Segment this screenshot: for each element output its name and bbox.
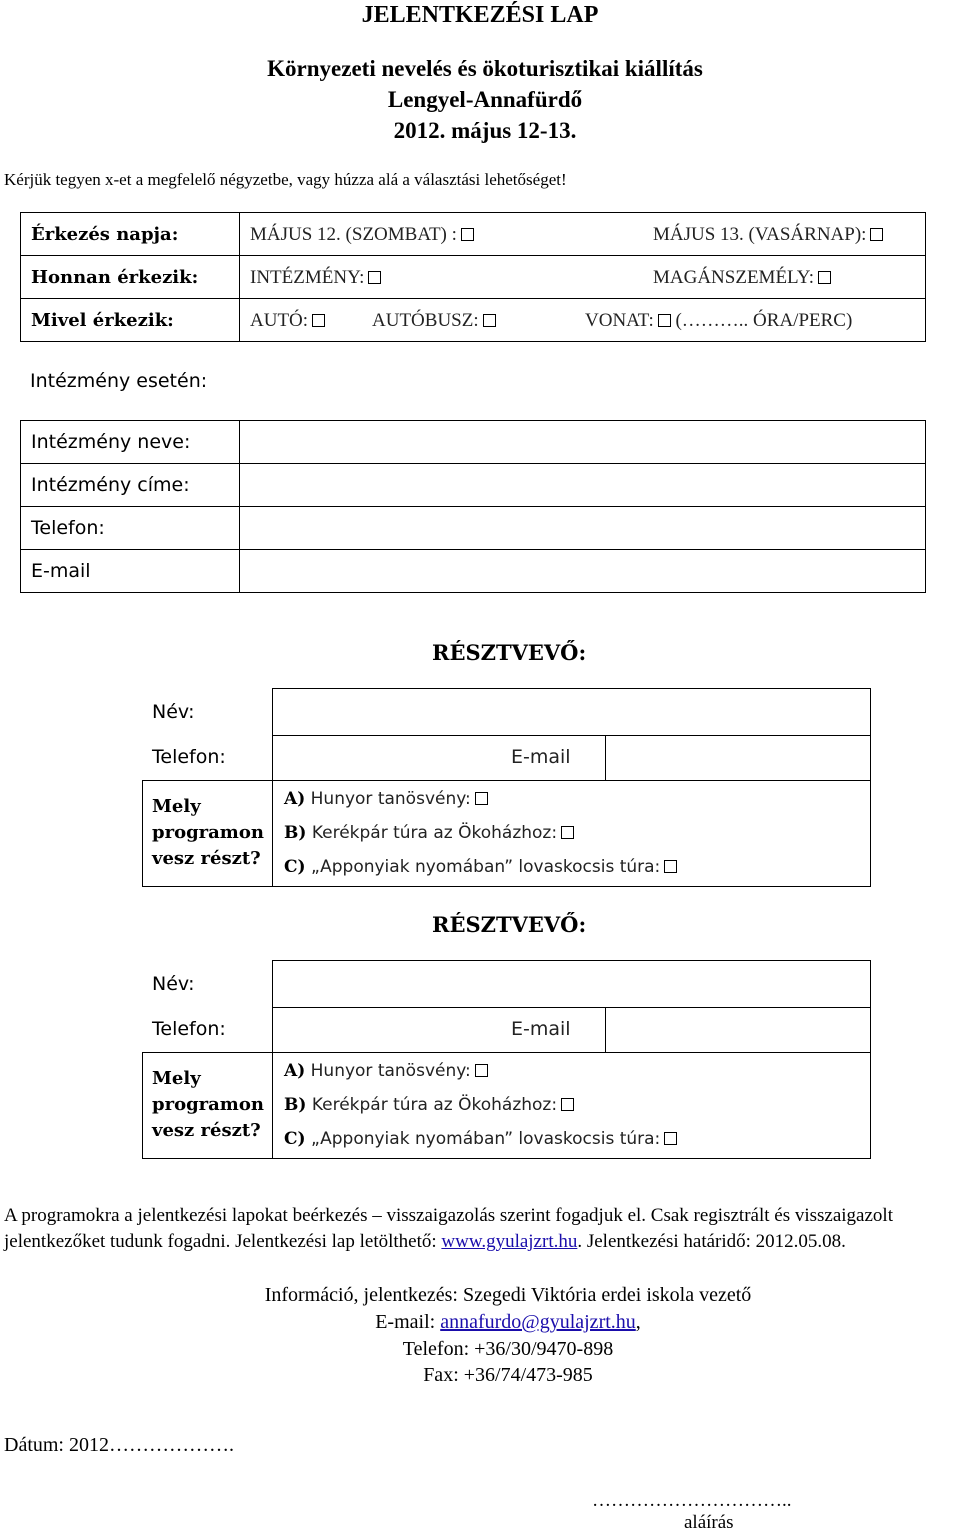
program-a-option[interactable]: A) Hunyor tanösvény: — [284, 1054, 677, 1088]
program-a-option[interactable]: A) Hunyor tanösvény: — [284, 782, 677, 816]
program-c-option[interactable]: C) „Apponyiak nyomában” lovaskocsis túra: — [284, 1122, 677, 1156]
participant-2-email-field[interactable] — [607, 1008, 869, 1052]
participant-1-name-field[interactable] — [272, 688, 871, 736]
how-option-train[interactable]: VONAT: (……….. ÓRA/PERC) — [585, 310, 853, 331]
arrival-how-label: Mivel érkezik: — [21, 299, 240, 342]
institution-address-field[interactable] — [240, 464, 926, 507]
footer-paragraph: A programokra a jelentkezési lapokat beérkezés – visszaigazolás szerint fogadjuk el. Csak regisztrált és visszaigazolt jelentkezőket tudunk fogadni. Jelentkezési lap letölthető: www.gyulajzrt.hu. Jelentkezési határidő: 2012.05.08. — [4, 1205, 893, 1252]
institution-address-label: Intézmény címe: — [21, 464, 240, 507]
institution-name-label: Intézmény neve: — [21, 421, 240, 464]
event-location: Lengyel-Annafürdő — [387, 87, 583, 112]
program-b-option[interactable]: B) Kerékpár túra az Ökoházhoz: — [284, 816, 677, 850]
arrival-table — [20, 212, 926, 342]
arrival-from-options — [240, 256, 926, 299]
event-date: 2012. május 12-13. — [393, 118, 577, 143]
participant-2-name-field[interactable] — [272, 960, 871, 1008]
participant-2-program-options — [272, 1054, 677, 1156]
website-link[interactable]: www.gyulajzrt.hu — [441, 1231, 578, 1252]
institution-email-label: E-mail — [21, 550, 240, 593]
checkbox-program-b[interactable] — [561, 826, 574, 839]
checkbox-program-a[interactable] — [475, 792, 488, 805]
contact-email-line: E-mail: annafurdo@gyulajzrt.hu, — [375, 1311, 641, 1333]
arrival-day-options — [240, 213, 926, 256]
checkbox-program-c[interactable] — [664, 1132, 677, 1145]
participant-2-email-label: E-mail — [511, 1018, 571, 1040]
program-b-option[interactable]: B) Kerékpár túra az Ökoházhoz: — [284, 1088, 677, 1122]
from-option-institution[interactable]: INTÉZMÉNY: — [250, 267, 381, 289]
email-link[interactable]: annafurdo@gyulajzrt.hu — [440, 1311, 636, 1333]
arrival-day-label: Érkezés napja: — [21, 213, 240, 256]
how-option-bus[interactable]: AUTÓBUSZ: — [372, 310, 496, 332]
checkbox-private[interactable] — [818, 271, 831, 284]
institution-email-field[interactable] — [240, 550, 926, 593]
instruction-text: Kérjük tegyen x-et a megfelelő négyzetbe, vagy húzza alá a választási lehetőséget! — [4, 170, 567, 189]
checkbox-car[interactable] — [312, 314, 325, 327]
program-c-option[interactable]: C) „Apponyiak nyomában” lovaskocsis túra: — [284, 850, 677, 884]
participant-1-phone-label: Telefon: — [152, 746, 226, 768]
participant-1-program-label: Mely programon vesz részt? — [152, 796, 264, 869]
arrival-how-options — [240, 299, 926, 342]
from-option-private[interactable]: MAGÁNSZEMÉLY: — [653, 267, 831, 289]
participant-2-phone-label: Telefon: — [152, 1018, 226, 1040]
participant-1-email-field[interactable] — [607, 736, 869, 780]
checkbox-bus[interactable] — [483, 314, 496, 327]
institution-phone-field[interactable] — [240, 507, 926, 550]
institution-heading: Intézmény esetén: — [30, 370, 208, 392]
checkbox-program-c[interactable] — [664, 860, 677, 873]
contact-info: Információ, jelentkezés: Szegedi Viktória erdei iskola vezető — [264, 1284, 752, 1306]
participant-2-program-label: Mely programon vesz részt? — [152, 1068, 264, 1141]
arrival-from-label: Honnan érkezik: — [21, 256, 240, 299]
event-title: Környezeti nevelés és ökoturisztikai kiállítás — [267, 56, 703, 81]
checkbox-institution[interactable] — [368, 271, 381, 284]
participant-1-program-options — [272, 782, 677, 884]
participant-1-email-label: E-mail — [511, 746, 571, 768]
checkbox-may12[interactable] — [461, 228, 474, 241]
participant-1-block — [142, 688, 870, 886]
arrival-time-field[interactable]: (……….. ÓRA/PERC) — [675, 310, 853, 331]
how-option-car[interactable]: AUTÓ: — [250, 310, 325, 332]
signature-line[interactable]: ………………………….. — [592, 1490, 792, 1511]
participant-2-block — [142, 960, 870, 1158]
participant-1-name-label: Név: — [152, 701, 195, 723]
participant-1-heading: RÉSZTVEVŐ: — [432, 640, 587, 665]
participant-2-name-label: Név: — [152, 973, 195, 995]
participant-2-phone-field[interactable] — [273, 1008, 495, 1052]
signature-label: aláírás — [684, 1512, 734, 1533]
checkbox-program-a[interactable] — [475, 1064, 488, 1077]
institution-table — [20, 420, 926, 593]
participant-1-phone-field[interactable] — [273, 736, 495, 780]
checkbox-train[interactable] — [658, 314, 671, 327]
page-title: JELENTKEZÉSI LAP — [361, 2, 599, 28]
institution-phone-label: Telefon: — [21, 507, 240, 550]
contact-fax: Fax: +36/74/473-985 — [423, 1364, 593, 1386]
institution-name-field[interactable] — [240, 421, 926, 464]
checkbox-program-b[interactable] — [561, 1098, 574, 1111]
participant-2-heading: RÉSZTVEVŐ: — [432, 912, 587, 937]
day-option-may12[interactable]: MÁJUS 12. (SZOMBAT) : — [250, 224, 474, 246]
day-option-may13[interactable]: MÁJUS 13. (VASÁRNAP): — [653, 224, 883, 246]
checkbox-may13[interactable] — [870, 228, 883, 241]
contact-phone: Telefon: +36/30/9470-898 — [402, 1338, 614, 1360]
date-field[interactable]: Dátum: 2012………………. — [4, 1434, 234, 1456]
